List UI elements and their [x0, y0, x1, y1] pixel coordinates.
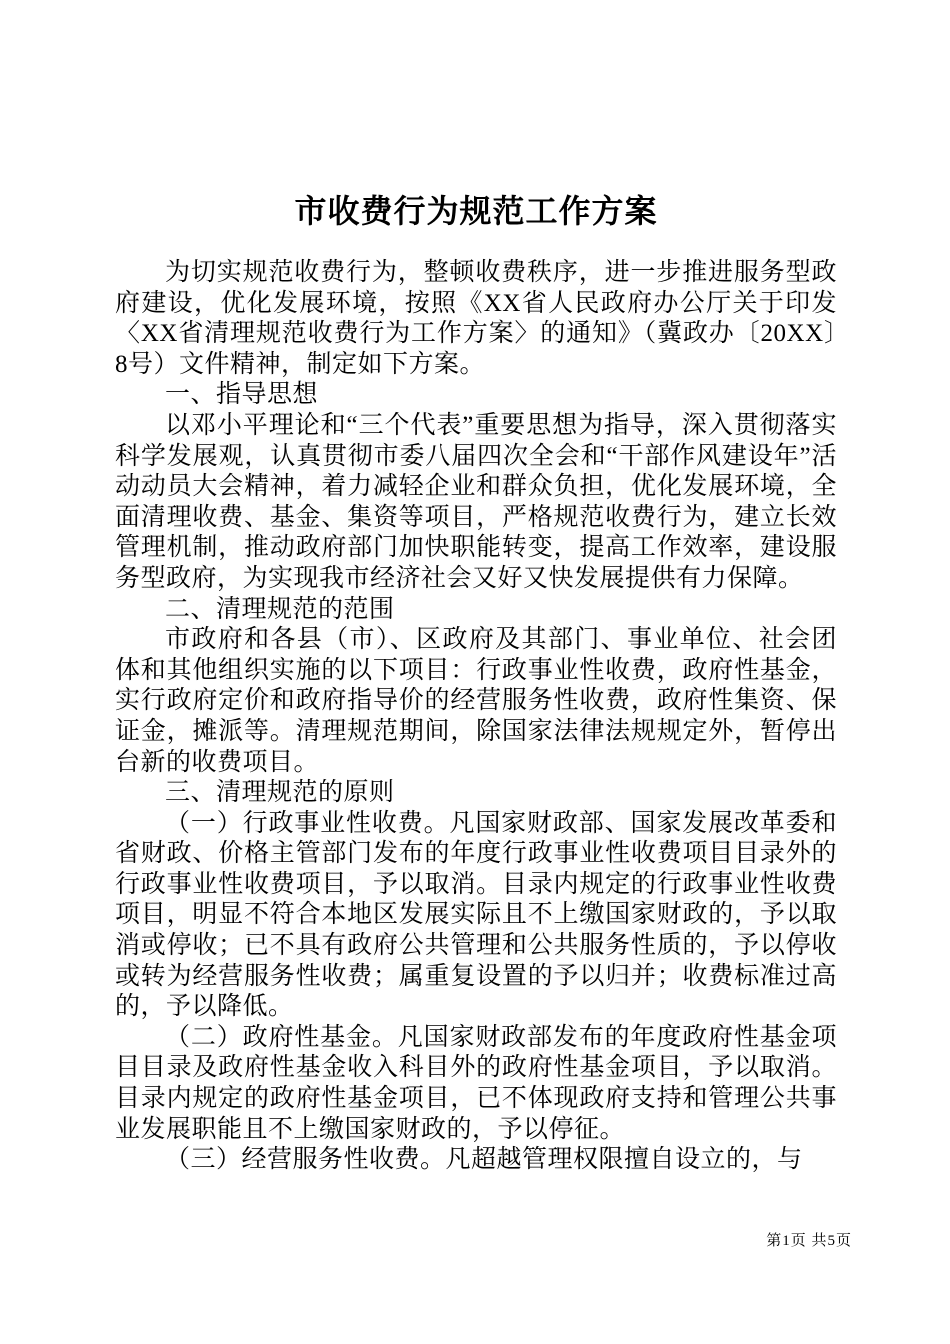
document-title: 市收费行为规范工作方案: [294, 193, 658, 229]
paragraph-principle-3: （三）经营服务性收费。凡超越管理权限擅自设立的，与: [165, 1146, 803, 1174]
page-footer: [766, 1229, 852, 1250]
page-number-indicator: 第1页 共5页: [766, 1233, 852, 1249]
paragraph-principle-2: （二）政府性基金。凡国家财政部发布的年度政府性基金项目目录及政府性基金收入科目外的政府性基金项目，予以取消。目录内规定的政府性基金项目，已不体现政府支持和管理公共事业发展职能且不上缴国家财政的，予以停征。: [115, 1023, 837, 1143]
paragraph-principle-1: （一）行政事业性收费。凡国家财政部、国家发展改革委和省财政、价格主管部门发布的年度行政事业性收费项目目录外的行政事业性收费项目，予以取消。目录内规定的行政事业性收费项目，明显不符合本地区发展实际且不上缴国家财政的，予以取消或停收；已不具有政府公共管理和公共服务性质的，予以停收或转为经营服务性收费；属重复设置的予以归并；收费标准过高的，予以降低。: [115, 809, 837, 1021]
section-heading-guiding-ideology: 一、指导思想: [165, 381, 319, 409]
intro-paragraph: 为切实规范收费行为，整顿收费秩序，进一步推进服务型政府建设，优化发展环境，按照《XX省人民政府办公厅关于印发〈XX省清理规范收费行为工作方案〉的通知》（冀政办〔20XX〕8号）文件精神，制定如下方案。: [115, 259, 837, 378]
paragraph-scope-body: 市政府和各县（市）、区政府及其部门、事业单位、社会团体和其他组织实施的以下项目：行政事业性收费，政府性基金，实行政府定价和政府指导价的经营服务性收费，政府性集资、保证金，摊派等。清理规范期间，除国家法律法规规定外，暂停出台新的收费项目。: [115, 626, 837, 776]
paragraph-guiding-ideology-body: 以邓小平理论和“三个代表”重要思想为指导，深入贯彻落实科学发展观，认真贯彻市委八届四次全会和“干部作风建设年”活动动员大会精神，着力减轻企业和群众负担，优化发展环境，全面清理收费、基金、集资等项目，严格规范收费行为，建立长效管理机制，推动政府部门加快职能转变，提高工作效率，建设服务型政府，为实现我市经济社会又好又快发展提供有力保障。: [115, 411, 837, 592]
section-heading-principles: 三、清理规范的原则: [165, 779, 395, 807]
section-heading-scope: 二、清理规范的范围: [165, 595, 395, 623]
